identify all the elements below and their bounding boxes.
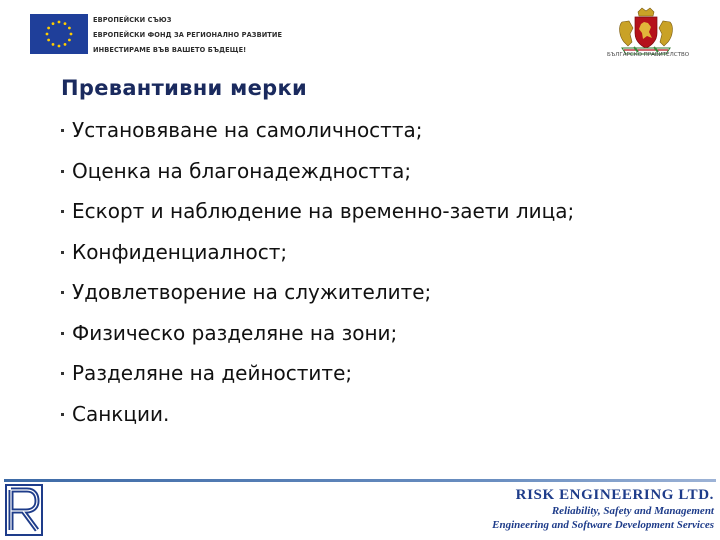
- bullet-text: Ескорт и наблюдение на временно-заети лица;: [72, 199, 575, 223]
- bullet-dot-icon: [61, 372, 64, 375]
- bullet-dot-icon: [61, 129, 64, 132]
- eu-fund-label: ЕВРОПЕЙСКИ ФОНД ЗА РЕГИОНАЛНО РАЗВИТИЕ: [93, 31, 283, 39]
- bullet-dot-icon: [61, 291, 64, 294]
- eu-flag-logo: [30, 14, 88, 54]
- bullet-dot-icon: [61, 210, 64, 213]
- eu-star-icon: [70, 33, 73, 36]
- bullet-dot-icon: [61, 332, 64, 335]
- company-tagline-1: Reliability, Safety and Management: [551, 505, 714, 517]
- eu-star-icon: [64, 43, 67, 46]
- company-block: [492, 487, 714, 532]
- eu-star-icon: [52, 43, 55, 46]
- eu-union-label: ЕВРОПЕЙСКИ СЪЮЗ: [93, 16, 172, 24]
- bullet-text: Удовлетворение на служителите;: [72, 280, 432, 304]
- bullet-item: [58, 151, 708, 192]
- coat-of-arms-logo: [608, 6, 684, 58]
- bullet-text: Санкции.: [72, 401, 170, 426]
- company-tagline-2: Engineering and Software Development Services: [492, 519, 714, 531]
- eu-star-icon: [52, 22, 55, 25]
- eu-star-icon: [46, 33, 49, 36]
- eu-star-icon: [64, 22, 67, 25]
- eu-star-icon: [47, 39, 50, 42]
- bullet-list: [58, 110, 708, 434]
- bullet-item: [58, 353, 708, 394]
- eu-star-icon: [47, 27, 50, 30]
- risk-engineering-r-logo: [5, 484, 43, 536]
- bullet-dot-icon: [61, 413, 64, 416]
- eu-star-icon: [68, 27, 71, 30]
- bullet-dot-icon: [61, 251, 64, 254]
- bullet-text: Разделяне на дейностите;: [72, 361, 353, 385]
- eu-star-icon: [58, 45, 61, 48]
- bullet-item: [58, 191, 708, 232]
- eu-slogan-label: ИНВЕСТИРАМЕ ВЪВ ВАШЕТО БЪДЕЩЕ!: [93, 46, 247, 54]
- eu-star-icon: [58, 21, 61, 24]
- eu-star-icon: [68, 39, 71, 42]
- coat-caption: БЪЛГАРСКО ПРАВИТЕЛСТВО: [606, 52, 690, 58]
- bullet-item: [58, 272, 708, 313]
- bullet-item: [58, 232, 708, 273]
- bullet-text: Оценка на благонадеждността;: [72, 158, 412, 183]
- bullet-text: Конфиденциалност;: [72, 239, 288, 264]
- bullet-item: [58, 394, 708, 435]
- bullet-item: [58, 313, 708, 354]
- bullet-text: Физическо разделяне на зони;: [72, 320, 398, 345]
- company-name: RISK ENGINEERING LTD.: [515, 487, 714, 503]
- footer-divider: [4, 479, 716, 482]
- slide-title: Превантивни мерки: [61, 76, 308, 100]
- eu-program-text: [93, 13, 293, 58]
- bullet-dot-icon: [61, 170, 64, 173]
- bullet-item: [58, 110, 708, 151]
- bullet-text: Установяване на самоличността;: [72, 118, 423, 142]
